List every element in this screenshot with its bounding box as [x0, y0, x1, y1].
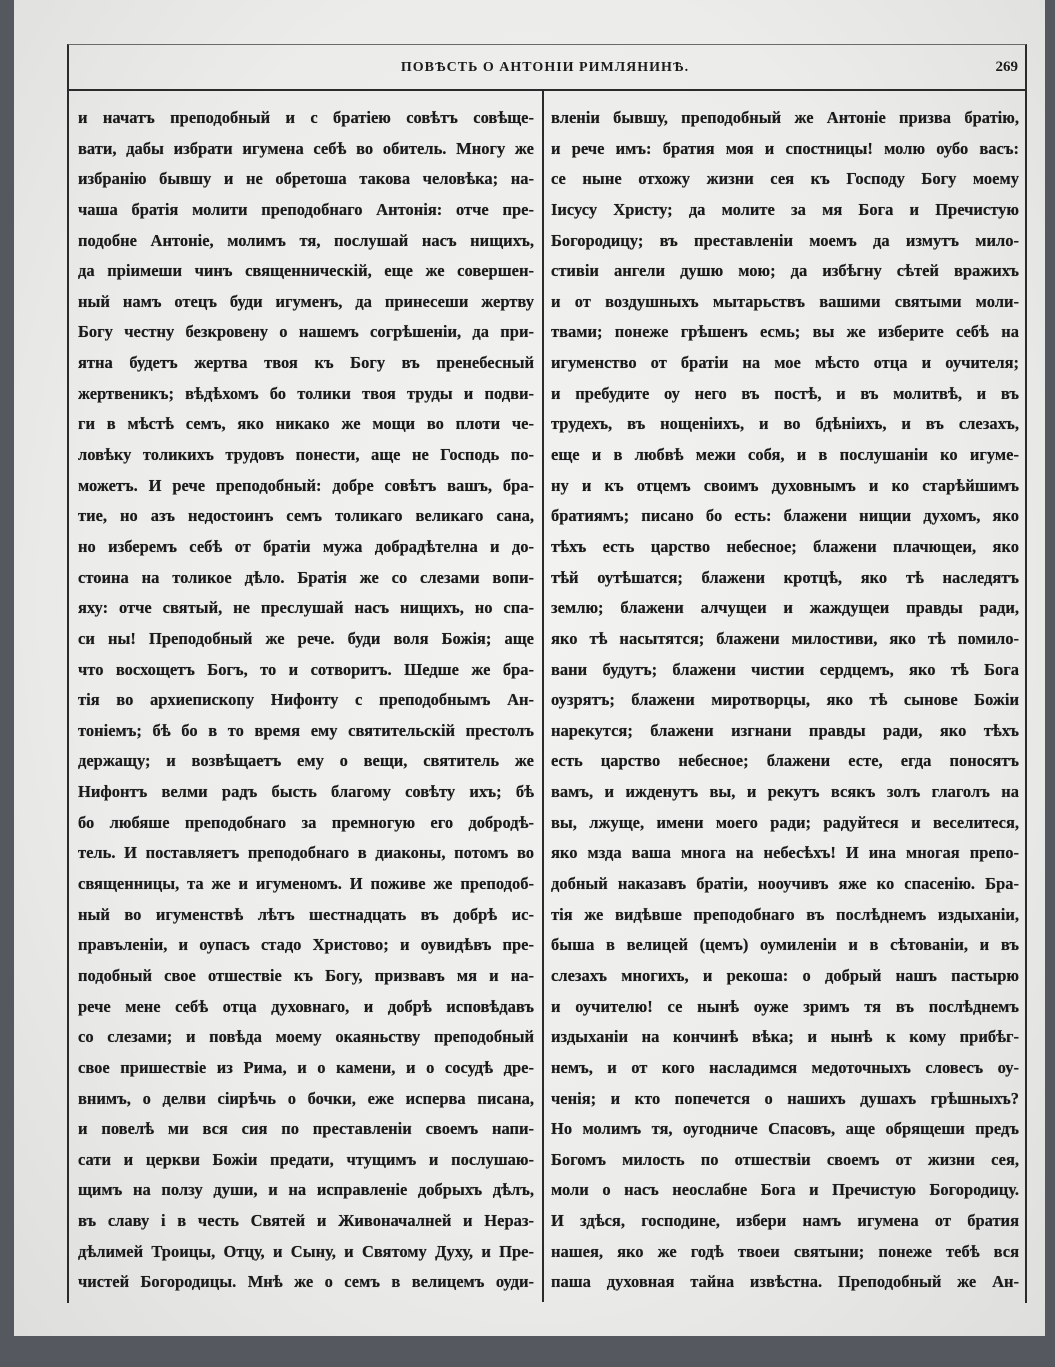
text-line: ловѣку толикихъ трудовъ понести, аще не Господь по-	[78, 445, 534, 465]
text-line: избранію бывшу и не обретоша такова человѣка; на-	[78, 169, 534, 189]
text-line: въ славу і в честь Святей и Живоначалней и Нераз-	[78, 1211, 534, 1231]
text-line: дѣлимей Троицы, Отцу, и Сыну, и Святому Духу, и Пре-	[78, 1241, 534, 1261]
text-line: чистей Богородицы. Мнѣ же о семъ в велицемъ оуди-	[78, 1272, 534, 1292]
text-line: вы, лжуще, имени моего ради; радуйтеся и веселитеся,	[551, 812, 1019, 832]
text-line: есть царство небесное; блажени есте, егда поносятъ	[551, 751, 1019, 771]
text-line: тель. И поставляетъ преподобнаго в диаконы, потомъ во	[78, 843, 534, 863]
text-line: можетъ. И рече преподобный: добре совѣтъ вашъ, бра-	[78, 475, 534, 495]
text-line: и повелѣ ми вся сия по преставленіи своемъ напи-	[78, 1119, 534, 1139]
text-line: свое пришествіе из Рима, и о камени, и о сосудѣ дре-	[78, 1057, 534, 1077]
page-number: 269	[995, 59, 1018, 75]
text-line: паша духовная тайна извѣстна. Преподобный же Ан-	[551, 1272, 1019, 1292]
text-line: И здѣся, господине, избери намъ игумена от братия	[551, 1211, 1019, 1231]
text-line: вамъ, и ижденутъ вы, и рекутъ всякъ золъ глаголъ на	[551, 782, 1019, 802]
text-line: нашея, яко же годѣ твоеи святыни; понеже тебѣ вся	[551, 1241, 1019, 1261]
text-line: яко мзда ваша многа на небесѣхъ! И ина многая препо-	[551, 843, 1019, 863]
text-line: щимъ на ползу души, и на исправленіе добрыхъ дѣлъ,	[78, 1180, 534, 1200]
text-line: издыханіи на кончинѣ вѣка; и нынѣ к кому прибѣг-	[551, 1027, 1019, 1047]
text-line: подобне Антоніе, молимъ тя, послушай насъ нищихъ,	[78, 230, 534, 250]
text-line: вленіи бывшу, преподобный же Антоніе призва братію,	[551, 108, 1019, 127]
text-line: Богу честну безкровену о нашемъ согрѣшеніи, да при-	[78, 322, 534, 342]
text-line: тія во архиепископу Нифонту с преподобнымъ Ан-	[78, 690, 534, 710]
text-line: тія же видѣвше преподобнаго въ послѣднемъ издыханіи,	[551, 904, 1019, 924]
text-line: и начатъ преподобный и с братіею совѣтъ совѣще-	[78, 108, 534, 127]
text-line: ну и къ отцемъ своимъ духовнымъ и ко старѣйшимъ	[551, 475, 1019, 495]
text-line: правъленіи, и оупасъ стадо Христово; и оувидѣвъ пре-	[78, 935, 534, 955]
text-line: вати, дабы избрати игумена себѣ во обитель. Многу же	[78, 138, 534, 158]
text-line: си ны! Преподобный же рече. буди воля Божія; аще	[78, 628, 534, 648]
text-line: сати и церкви Божіи предати, чтущимъ и послушаю-	[78, 1149, 534, 1169]
text-line: жертвеникъ; вѣдѣхомъ бо толики твоя труды и подви-	[78, 383, 534, 403]
text-line: твами; понеже грѣшенъ есмь; вы же изберите себѣ на	[551, 322, 1019, 342]
text-line: ный намъ отецъ буди игуменъ, да принесеши жертву	[78, 291, 534, 311]
right-column	[551, 103, 1019, 1298]
text-line: тоніемъ; бѣ бо в то время ему святительскій престолъ	[78, 720, 534, 740]
text-line: слезахъ многихъ, и рекоша: о добрый нашъ пастырю	[551, 965, 1019, 985]
text-line: еще и в любвѣ межи собя, и в послушаніи ко игуме-	[551, 445, 1019, 465]
text-line: се ныне отхожу жизни сея къ Господу Богу моему	[551, 169, 1019, 189]
text-line: внимъ, о делви сіирѣчь о бочки, еже исперва писана,	[78, 1088, 534, 1108]
text-line: священницы, та же и игуменомъ. И поживе же преподоб-	[78, 874, 534, 894]
text-line: чаша братія молити преподобнаго Антонія: отче пре-	[78, 199, 534, 219]
text-line: ятна будетъ жертва твоя къ Богу въ пренебесный	[78, 353, 534, 373]
text-line: вани будутъ; блажени чистии сердцемъ, яко тѣ Бога	[551, 659, 1019, 679]
text-line: игуменство от братіи на мое мѣсто отца и оучителя;	[551, 353, 1019, 373]
text-line: яко тѣ насытятся; блажени милостиви, яко тѣ помило-	[551, 628, 1019, 648]
text-line: бо любяше преподобнаго за премногую его добродѣ-	[78, 812, 534, 832]
text-line: рече мене себѣ отца духовнаго, и добрѣ исповѣдавъ	[78, 996, 534, 1016]
text-line: ный во игуменствѣ лѣтъ шестнадцать въ добрѣ ис-	[78, 904, 534, 924]
text-line: и рече имъ: братия моя и спостницы! молю оубо васъ:	[551, 138, 1019, 158]
text-line: нарекутся; блажени изгнани правды ради, яко тѣхъ	[551, 720, 1019, 740]
text-line: но изберемъ себѣ от братіи мужа добрадѣтелна и до-	[78, 536, 534, 556]
text-line: немъ, и от кого насладимся медоточныхъ словесъ оу-	[551, 1057, 1019, 1077]
text-line: и пребудите оу него въ постѣ, и въ молитвѣ, и въ	[551, 383, 1019, 403]
text-line: моли о насъ неослабне Бога и Пречистую Богородицу.	[551, 1180, 1019, 1200]
text-line: добный наказавъ братіи, нооучивъ яже ко спасенію. Бра-	[551, 874, 1019, 894]
text-line: Іисусу Христу; да молите за мя Бога и Пречистую	[551, 199, 1019, 219]
text-line: да пріимеши чинъ священническій, еще же совершен-	[78, 261, 534, 281]
text-line: тѣхъ есть царство небесное; блажени плачющеи, яко	[551, 536, 1019, 556]
column-divider	[542, 91, 544, 1302]
text-line: держащу; и возвѣщаетъ ему о вещи, святитель же	[78, 751, 534, 771]
text-line: Нифонтъ велми радъ бысть благому совѣту ихъ; бѣ	[78, 782, 534, 802]
text-line: тѣй оутѣшатся; блажени кротцѣ, яко тѣ наследятъ	[551, 567, 1019, 587]
text-line: и оучителю! се нынѣ оуже зримъ тя въ послѣднемъ	[551, 996, 1019, 1016]
text-line: оузрятъ; блажени миротворцы, яко тѣ сынове Божіи	[551, 690, 1019, 710]
text-line: со слезами; и повѣда моему окаяньству преподобный	[78, 1027, 534, 1047]
text-line: ченія; и кто попечется о нашихъ душахъ грѣшныхъ?	[551, 1088, 1019, 1108]
text-line: Но молимъ тя, оугодниче Спасовъ, аще обрящеши предъ	[551, 1119, 1019, 1139]
text-line: и от воздушныхъ мытарьствъ вашими святыми моли-	[551, 291, 1019, 311]
text-line: Богомъ милость по отшествіи своемъ от жизни сея,	[551, 1149, 1019, 1169]
text-line: тие, но азъ недостоинъ семъ толикаго великаго сана,	[78, 506, 534, 526]
running-title: ПОВѢСТЬ О АНТОНІИ РИМЛЯНИНѢ.	[400, 60, 690, 75]
text-line: Богородицу; въ преставленіи моемъ да измутъ мило-	[551, 230, 1019, 250]
text-line: быша в велицей (цемъ) оумиленіи и в сѣтованіи, и въ	[551, 935, 1019, 955]
text-line: трудехъ, въ нощеніихъ, и во бдѣніихъ, и въ слезахъ,	[551, 414, 1019, 434]
text-line: землю; блажени алчущеи и жаждущеи правды ради,	[551, 598, 1019, 618]
text-line: стивіи ангели душю мою; да избѣгну сѣтей вражихъ	[551, 261, 1019, 281]
text-line: братиямъ; писано бо есть: блажени нищии духомъ, яко	[551, 506, 1019, 526]
text-line: что восхощетъ Богъ, то и сотворитъ. Шедше же бра-	[78, 659, 534, 679]
header-rule	[67, 89, 1027, 91]
text-line: стоина на толикое дѣло. Братія же со слезами вопи-	[78, 567, 534, 587]
left-column	[78, 103, 534, 1298]
text-line: ги в мѣстѣ семъ, яко никако же мощи во плоти че-	[78, 414, 534, 434]
text-line: подобный свое отшествіе къ Богу, призвавъ мя и на-	[78, 965, 534, 985]
text-line: яху: отче святый, не преслушай насъ нищихъ, но спа-	[78, 598, 534, 618]
